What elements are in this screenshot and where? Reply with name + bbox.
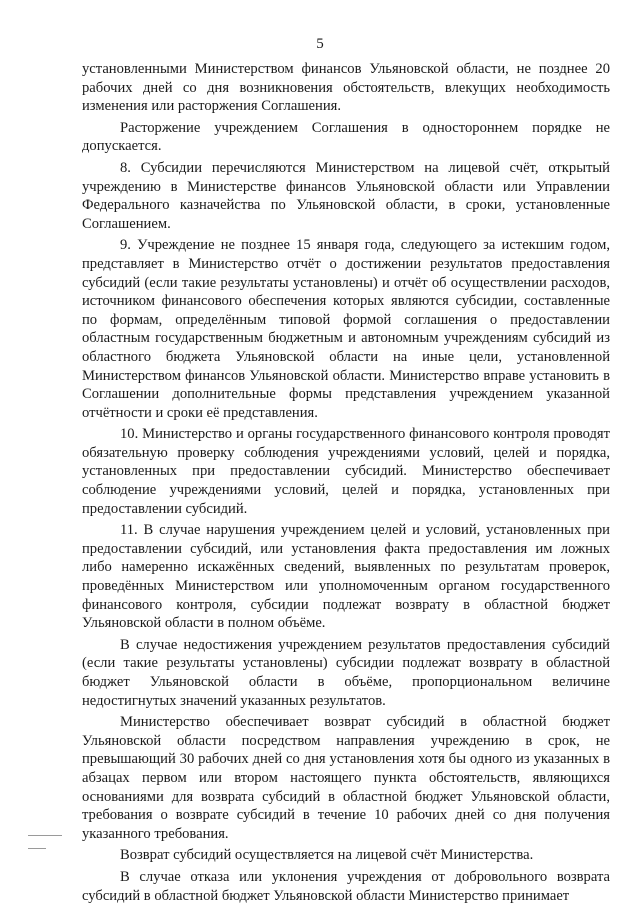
paragraph-8: Министерство обеспечивает возврат субсидий в областной бюджет Ульяновской области посредством направления учреждению в срок, не превышающий 30 рабочих дней со дня установления хотя бы одного из указанных в абзацах первом или втором настоящего пункта обстоятельств, являющихся основаниями для возврата субсидий в областной бюджет Ульяновской области, требования о возврате субсидий в течение 10 рабочих дней со дня получения указанного требования. [82,714,610,842]
paragraph-1: установленными Министерством финансов Ульяновской области, не позднее 20 рабочих дней со дня возникновения обстоятельств, влекущих необходимость изменения или расторжения Соглашения. [82,61,610,115]
paragraph-6: 11. В случае нарушения учреждением целей и условий, установленных при предоставлении субсидий, или установления факта предоставления им ложных либо намеренно искажённых сведений, выявленных по результатам проверок, проведённых Министерством или уполномоченным органом государственного финансового контроля, субсидии подлежат возврату в областной бюджет Ульяновской области в полном объёме. [82,522,610,632]
paragraph-4: 9. Учреждение не позднее 15 января года, следующего за истекшим годом, представляет в Министерство отчёт о достижении результатов предоставления субсидий (если такие результаты установлены) и отчёт об осуществлении расходов, источником финансового обеспечения которых являются субсидии, составленные по формам, определённым типовой формой соглашения о предоставлении областным государственным бюджетным и автономным учреждениям субсидий из областного бюджета Ульяновской области на иные цели, установленной Министерством финансов Ульяновской области. Министерство вправе установить в Соглашении дополнительные формы представления учреждением указанной отчётности и сроки её представления. [82,237,610,421]
page-number: 5 [316,36,324,52]
paragraph-10: В случае отказа или уклонения учреждения от добровольного возврата субсидий в областной бюджет Ульяновской области Министерство принимает [82,868,610,904]
scan-margin-mark [28,848,46,849]
document-body [82,60,610,905]
paragraph-7: В случае недостижения учреждением результатов предоставления субсидий (если такие результаты установлены) субсидии подлежат возврату в областной бюджет Ульяновской области в объёме, пропорциональном величине недостигнутых значений указанных результатов. [82,636,610,709]
paragraph-5: 10. Министерство и органы государственного финансового контроля проводят обязательную проверку соблюдения учреждениями условий, целей и порядка, установленных при предоставлении субсидий. Министерство обеспечивает соблюдение учреждениями условий, целей и порядка, установленных при предоставлении субсидий. [82,426,610,517]
paragraph-9: Возврат субсидий осуществляется на лицевой счёт Министерства. [120,847,534,864]
scan-margin-mark [28,835,62,836]
paragraph-2: Расторжение учреждением Соглашения в одностороннем порядке не допускается. [82,119,610,155]
paragraph-3: 8. Субсидии перечисляются Министерством на лицевой счёт, открытый учреждению в Министерстве финансов Ульяновской области или Управлении Федерального казначейства по Ульяновской области, в сроки, установленные Соглашением. [82,159,610,232]
